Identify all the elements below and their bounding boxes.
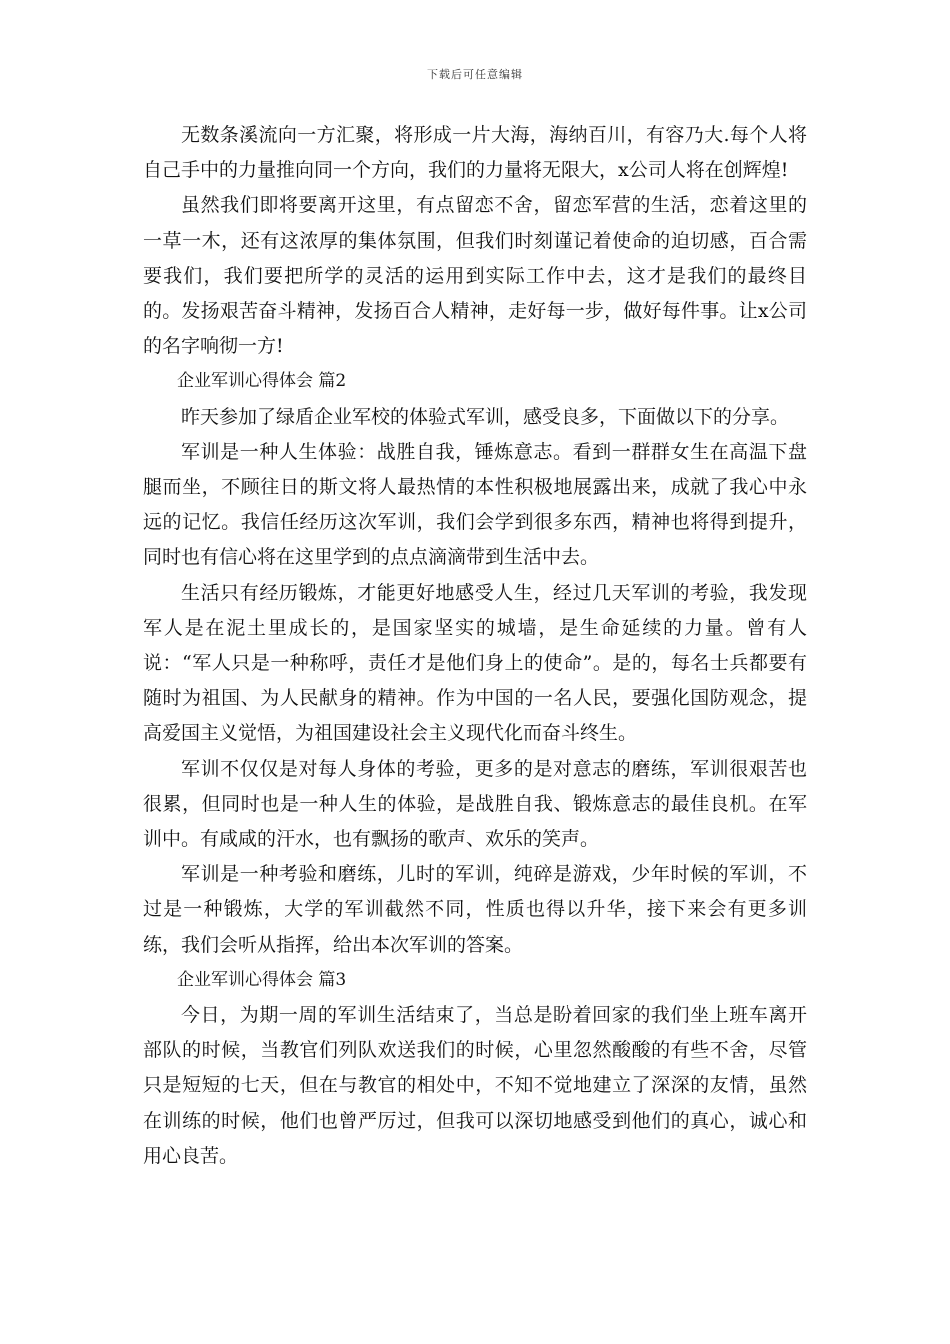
paragraph: 军训是一种考验和磨练，儿时的军训，纯碎是游戏，少年时候的军训，不过是一种锻炼，大学的军训截然不同，性质也得以升华，接下来会有更多训练，我们会听从指挥，给出本次军训的答案。 xyxy=(143,863,807,956)
paragraph: 昨天参加了绿盾企业军校的体验式军训，感受良多，下面做以下的分享。 xyxy=(181,405,790,428)
section-heading: 企业军训心得体会 篇3 xyxy=(177,969,347,990)
paragraph: 生活只有经历锻炼，才能更好地感受人生，经过几天军训的考验，我发现军人是在泥土里成长的，是国家坚实的城墙，是生命延续的力量。曾有人说：“军人只是一种称呼，责任才是他们身上的使命”。是的，每名士兵都要有随时为祖国、为人民献身的精神。作为中国的一名人民，要强化国防观念，提高爱国主义觉悟，为祖国建设社会主义现代化而奋斗终生。 xyxy=(143,581,807,745)
paragraph: 军训是一种人生体验：战胜自我，锤炼意志。看到一群群女生在高温下盘腿而坐，不顾往日的斯文将人最热情的本性积极地展露出来，成就了我心中永远的记忆。我信任经历这次军训，我们会学到很多东西，精神也将得到提升，同时也有信心将在这里学到的点点滴滴带到生活中去。 xyxy=(143,440,807,569)
paragraph: 无数条溪流向一方汇聚，将形成一片大海，海纳百川，有容乃大.每个人将自己手中的力量推向同一个方向，我们的力量将无限大，x公司人将在创辉煌! xyxy=(143,124,807,182)
paragraph: 今日，为期一周的军训生活结束了，当总是盼着回家的我们坐上班车离开部队的时候，当教官们列队欢送我们的时候，心里忽然酸酸的有些不舍，尽管只是短短的七天，但在与教官的相处中，不知不觉地建立了深深的友情，虽然在训练的时候，他们也曾严厉过，但我可以深切地感受到他们的真心，诚心和用心良苦。 xyxy=(143,1004,807,1167)
paragraph: 军训不仅仅是对每人身体的考验，更多的是对意志的磨练，军训很艰苦也很累，但同时也是一种人生的体验，是战胜自我、锻炼意志的最佳良机。在军训中。有咸咸的汗水，也有飘扬的歌声、欢乐的笑声。 xyxy=(143,757,807,851)
section-heading: 企业军训心得体会 篇2 xyxy=(177,371,347,392)
document-body xyxy=(143,118,807,1174)
page-header: 下载后可任意编辑 xyxy=(427,68,523,81)
paragraph: 虽然我们即将要离开这里，有点留恋不舍，留恋军营的生活，恋着这里的一草一木，还有这浓厚的集体氛围，但我们时刻谨记着使命的迫切感，百合需要我们，我们要把所学的灵活的运用到实际工作中去，这才是我们的最终目的。发扬艰苦奋斗精神，发扬百合人精神，走好每一步，做好每件事。让x公司的名字响彻一方! xyxy=(143,194,807,358)
